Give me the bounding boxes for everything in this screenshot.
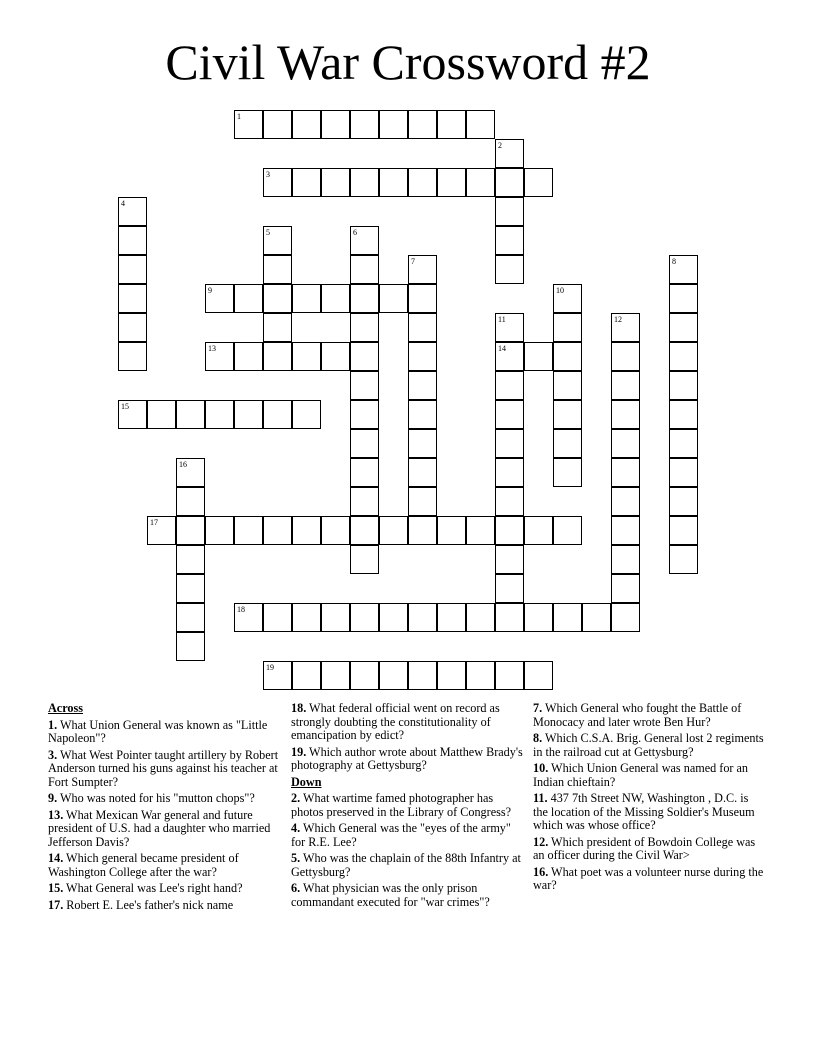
grid-cell[interactable] [408,255,437,284]
grid-cell[interactable] [234,110,263,139]
across-heading: Across [48,701,83,715]
clue-number-label: 13. [48,807,64,822]
clue-number-label: 3. [48,747,58,762]
grid-cell[interactable] [263,110,292,139]
grid-cell[interactable] [524,661,553,690]
grid-cell[interactable] [176,545,205,574]
clue-number: 19 [266,663,274,672]
grid-cell[interactable] [350,400,379,429]
grid-cell[interactable] [292,661,321,690]
clue [533,732,765,759]
clue-number: 12 [614,315,622,324]
clue-text: What General was Lee's right hand? [63,881,243,895]
grid-cell[interactable] [553,400,582,429]
grid-cell[interactable] [379,661,408,690]
grid-cell[interactable] [466,603,495,632]
grid-cell[interactable] [408,603,437,632]
clue-number: 3 [266,170,270,179]
grid-cell[interactable] [611,458,640,487]
grid-cell[interactable] [350,110,379,139]
grid-cell[interactable] [408,400,437,429]
grid-cell[interactable] [408,516,437,545]
grid-cell[interactable] [118,255,147,284]
grid-cell[interactable] [321,516,350,545]
grid-cell[interactable] [466,661,495,690]
grid-cell[interactable] [408,661,437,690]
grid-cell[interactable] [669,487,698,516]
clue-number-label: 10. [533,761,549,775]
grid-cell[interactable] [176,458,205,487]
down-heading: Down [291,774,322,789]
grid-cell[interactable] [669,429,698,458]
grid-cell[interactable] [611,574,640,603]
grid-cell[interactable] [408,371,437,400]
clue [533,836,765,863]
clue-text: What physician was the only prison commandant executed for "war crimes"? [291,881,490,909]
clue-number-label: 17. [48,897,64,912]
grid-cell[interactable] [466,516,495,545]
clue-number: 15 [121,402,129,411]
clue-number: 2 [498,141,502,150]
grid-cell[interactable] [263,603,292,632]
grid-cell[interactable] [263,516,292,545]
grid-cell[interactable] [379,516,408,545]
grid-cell[interactable] [263,255,292,284]
clue-number-label: 19. [291,744,307,759]
grid-cell[interactable] [234,603,263,632]
clue-number-label: 18. [291,701,307,715]
grid-cell[interactable] [321,110,350,139]
grid-cell[interactable] [234,516,263,545]
grid-cell[interactable] [611,545,640,574]
clue-text: Robert E. Lee's father's nick name [63,897,234,912]
grid-cell[interactable] [292,342,321,371]
grid-cell[interactable] [495,429,524,458]
grid-cell[interactable] [553,603,582,632]
clue-text: What wartime famed photographer has photos preserved in the Library of Congress? [291,791,511,819]
grid-cell[interactable] [553,458,582,487]
grid-cell[interactable] [321,284,350,313]
grid-cell[interactable] [611,603,640,632]
grid-cell[interactable] [176,400,205,429]
grid-cell[interactable] [669,284,698,313]
clue-text: What West Pointer taught artillery by Robert Anderson turned his guns against his teacher at Fort Sumpter? [48,747,279,789]
grid-cell[interactable] [350,226,379,255]
grid-cell[interactable] [669,400,698,429]
page-title: Civil War Crossword #2 [165,34,651,90]
grid-cell[interactable] [408,168,437,197]
grid-cell[interactable] [292,110,321,139]
grid-cell[interactable] [379,603,408,632]
grid-cell[interactable] [437,516,466,545]
grid-cell[interactable] [147,516,176,545]
clue-number: 7 [411,257,415,266]
clue-text: 437 7th Street NW, Washington , D.C. is the location of the Missing Soldier's Museum which was whose office? [533,791,755,832]
grid-cell[interactable] [263,168,292,197]
grid-cell[interactable] [379,284,408,313]
grid-cell[interactable] [234,342,263,371]
clue [291,882,523,909]
grid-cell[interactable] [408,284,437,313]
grid-cell[interactable] [408,110,437,139]
clue-text: What federal official went on record as strongly doubting the constitutionality of emancipation by edict? [291,701,500,742]
grid-cell[interactable] [495,545,524,574]
clue-number: 17 [150,518,158,527]
grid-cell[interactable] [350,371,379,400]
grid-cell[interactable] [147,400,176,429]
grid-cell[interactable] [292,400,321,429]
grid-cell[interactable] [495,603,524,632]
grid-cell[interactable] [350,429,379,458]
grid-cell[interactable] [669,255,698,284]
grid-cell[interactable] [263,342,292,371]
clue-number-label: 2. [291,791,301,805]
grid-cell[interactable] [205,284,234,313]
grid-cell[interactable] [582,603,611,632]
grid-cell[interactable] [437,661,466,690]
grid-cell[interactable] [205,342,234,371]
grid-cell[interactable] [350,458,379,487]
grid-cell[interactable] [118,342,147,371]
grid-cell[interactable] [350,603,379,632]
clue [533,702,765,729]
grid-cell[interactable] [263,661,292,690]
grid-cell[interactable] [350,487,379,516]
grid-cell[interactable] [524,342,553,371]
grid-cell[interactable] [321,661,350,690]
clue [48,809,280,850]
grid-cell[interactable] [234,400,263,429]
clue-column-2 [291,702,523,912]
grid-cell[interactable] [118,284,147,313]
clue-number: 10 [556,286,564,295]
grid-cell[interactable] [437,168,466,197]
clue-number: 9 [208,286,212,295]
grid-cell[interactable] [495,400,524,429]
grid-cell[interactable] [611,400,640,429]
clue-text: Which Union General was named for an Indian chieftain? [533,761,749,789]
grid-cell[interactable] [524,516,553,545]
grid-cell[interactable] [263,400,292,429]
grid-cell[interactable] [408,458,437,487]
clue-number: 18 [237,605,245,614]
clue-text: What poet was a volunteer nurse during the war? [533,864,764,892]
grid-cell[interactable] [611,487,640,516]
grid-cell[interactable] [321,603,350,632]
grid-cell[interactable] [524,168,553,197]
grid-cell[interactable] [408,429,437,458]
grid-cell[interactable] [379,168,408,197]
grid-cell[interactable] [292,284,321,313]
grid-cell[interactable] [205,400,234,429]
clue-number: 13 [208,344,216,353]
clue [291,792,523,819]
clue [533,866,765,893]
grid-cell[interactable] [611,313,640,342]
grid-cell[interactable] [553,313,582,342]
grid-cell[interactable] [553,342,582,371]
grid-cell[interactable] [205,516,234,545]
clue [291,852,523,879]
clue-text: Which author wrote about Matthew Brady's photography at Gettysburg? [291,744,523,772]
grid-cell[interactable] [611,342,640,371]
clue-number-label: 4. [291,821,301,835]
grid-cell[interactable] [466,168,495,197]
grid-cell[interactable] [669,516,698,545]
grid-cell[interactable] [292,516,321,545]
clue-number: 11 [498,315,506,324]
grid-cell[interactable] [350,168,379,197]
grid-cell[interactable] [495,313,524,342]
grid-cell[interactable] [321,342,350,371]
grid-cell[interactable] [350,284,379,313]
clue-column-1 [48,702,280,915]
grid-cell[interactable] [350,516,379,545]
clue [291,746,523,773]
grid-cell[interactable] [611,371,640,400]
clue-number: 1 [237,112,241,121]
grid-cell[interactable] [176,516,205,545]
clue [48,899,280,913]
clue-number: 6 [353,228,357,237]
clue-text: Which General was the "eyes of the army" for R.E. Lee? [291,821,511,849]
grid-cell[interactable] [669,342,698,371]
clue-text: Which General who fought the Battle of Monocacy and later wrote Ben Hur? [533,701,742,729]
grid-cell[interactable] [292,603,321,632]
grid-cell[interactable] [321,168,350,197]
grid-cell[interactable] [553,429,582,458]
grid-cell[interactable] [292,168,321,197]
grid-cell[interactable] [524,603,553,632]
grid-cell[interactable] [495,574,524,603]
grid-cell[interactable] [611,429,640,458]
grid-cell[interactable] [437,110,466,139]
clue-text: Which president of Bowdoin College was an officer during the Civil War> [533,834,756,862]
clue-text: What Mexican War general and future president of U.S. had a daughter who married Jefferson Davis? [48,807,271,849]
grid-cell[interactable] [495,139,524,168]
clue-number-label: 14. [48,851,64,865]
grid-cell[interactable] [263,284,292,313]
grid-cell[interactable] [176,487,205,516]
clue [48,882,280,896]
clue [48,719,280,746]
clue-number-label: 15. [48,881,64,895]
grid-cell[interactable] [234,284,263,313]
grid-cell[interactable] [669,458,698,487]
grid-cell[interactable] [495,255,524,284]
clue-number-label: 9. [48,791,58,805]
grid-cell[interactable] [176,574,205,603]
grid-cell[interactable] [263,226,292,255]
grid-cell[interactable] [350,255,379,284]
clue-number-label: 8. [533,731,543,745]
clue-text: Which C.S.A. Brig. General lost 2 regiments in the railroad cut at Gettysburg? [533,731,764,759]
grid-cell[interactable] [118,226,147,255]
grid-cell[interactable] [408,313,437,342]
clue-number: 16 [179,460,187,469]
grid-cell[interactable] [350,313,379,342]
clue-text: Who was noted for his "mutton chops"? [57,791,255,805]
grid-cell[interactable] [466,110,495,139]
grid-cell[interactable] [495,371,524,400]
grid-cell[interactable] [669,313,698,342]
clue [533,792,765,833]
grid-cell[interactable] [553,516,582,545]
grid-cell[interactable] [553,284,582,313]
grid-cell[interactable] [495,516,524,545]
clue-column-3 [533,702,765,896]
grid-cell[interactable] [350,545,379,574]
clue [48,852,280,879]
grid-cell[interactable] [118,197,147,226]
clue-number: 4 [121,199,125,208]
grid-cell[interactable] [495,197,524,226]
grid-cell[interactable] [611,516,640,545]
clue-text: Which general became president of Washington College after the war? [48,851,239,879]
grid-cell[interactable] [495,168,524,197]
clue [291,822,523,849]
clue-number-label: 7. [533,701,543,715]
clue-number: 14 [498,344,506,353]
clue-number-label: 12. [533,834,549,849]
grid-cell[interactable] [350,661,379,690]
clue-number-label: 6. [291,881,301,895]
grid-cell[interactable] [495,661,524,690]
grid-cell[interactable] [495,342,524,371]
grid-cell[interactable] [408,342,437,371]
clue-text: What Union General was known as "Little Napoleon"? [48,717,268,745]
grid-cell[interactable] [176,603,205,632]
clue-number-label: 5. [291,851,301,865]
grid-cell[interactable] [350,342,379,371]
clue [48,749,280,790]
grid-cell[interactable] [379,110,408,139]
clue-number-label: 11. [533,791,548,805]
clue [291,702,523,743]
clue-text: Who was the chaplain of the 88th Infantry at Gettysburg? [291,851,521,879]
clue-number: 8 [672,257,676,266]
grid-cell[interactable] [437,603,466,632]
grid-cell[interactable] [118,400,147,429]
grid-cell[interactable] [118,313,147,342]
grid-cell[interactable] [263,313,292,342]
clue-number-label: 1. [48,717,58,732]
grid-cell[interactable] [495,487,524,516]
clue-number-label: 16. [533,864,549,879]
grid-cell[interactable] [669,371,698,400]
grid-cell[interactable] [176,632,205,661]
clue-number: 5 [266,228,270,237]
grid-cell[interactable] [408,487,437,516]
clue [48,792,280,806]
clue [533,762,765,789]
grid-cell[interactable] [669,545,698,574]
grid-cell[interactable] [553,371,582,400]
grid-cell[interactable] [495,458,524,487]
grid-cell[interactable] [495,226,524,255]
